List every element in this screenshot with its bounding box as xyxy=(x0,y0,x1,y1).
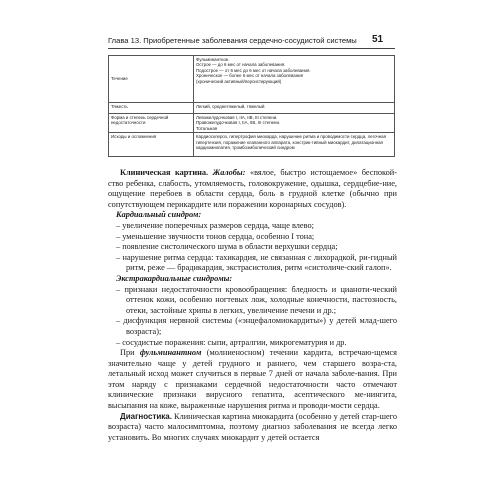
row-label: Течение xyxy=(109,56,194,103)
value-line: Фульминантное. xyxy=(196,57,230,62)
row-label: Форма и степень сердечной недостаточности xyxy=(109,114,194,133)
body-text xyxy=(108,168,397,443)
fulminant-paragraph xyxy=(108,348,397,412)
value-line: Подострое — от 6 мес до 6 мес от начала заболевания. xyxy=(196,67,311,73)
list-item: – дисфункция нервной системы («энцефаломиокардиты») у детей млад-шего возраста); xyxy=(116,316,397,336)
paragraph-lead: При xyxy=(120,348,140,358)
classification-table xyxy=(108,55,395,157)
cardiac-syndrome-heading xyxy=(108,210,397,221)
list-item: – признаки недостаточности кровообращения: бледность и цианоти-ческий оттенок кожи, особенно ногтевых лож, холодные конечности, пастозность, отеки, застойные хрипы в легких, увеличение печени и др.; xyxy=(116,284,397,315)
diagnostics-paragraph xyxy=(108,412,397,444)
row-value xyxy=(194,133,395,157)
value-line: Острое — до 6 мес от начала заболевания. xyxy=(196,62,286,68)
row-value xyxy=(194,56,395,103)
clinical-picture-paragraph xyxy=(108,168,397,210)
list-item: – увеличение поперечных размеров сердца, чаще влево; xyxy=(116,220,314,230)
emphasis-term: фульминантном xyxy=(139,348,202,358)
value-line: Левожелудочковая I, IIA, IIB, III степени. xyxy=(196,115,278,120)
subheading: Экстракардиальные синдромы: xyxy=(116,273,233,283)
value-line: Тотальная xyxy=(196,125,218,131)
chapter-title: Глава 13. Приобретенные заболевания сердечно-сосудистой системы xyxy=(108,36,357,45)
paragraph-text: (молниеносном) течении кардита, встречаю-щемся значительно чаще у детей грудного и раннего, чем старшего возра-ста, летальный исход может случиться в первые 7 дней от начала заболе-вания. При этом наряду с признаками сердечной недостаточности часто отмечают клинические признаки вирусного гепатита, асептического ме-нингита, высыпания на коже, выраженные нарушения ритма и проводи-мости сердца. xyxy=(108,348,397,411)
row-label: Тяжесть xyxy=(109,103,194,114)
list-item: – появление систолического шума в области верхушки сердца; xyxy=(116,242,338,252)
row-value xyxy=(194,103,395,114)
value-line: Кардиосклероз, гипертрофия миокарда, нарушение ритма и проводимости сердца, легочная гипертензия, поражение клапанного аппарата, констрик-тивный миокардит, дилатационная кардиомиопатия, тромбоэмболический синдром xyxy=(196,134,386,151)
value-line: Легкий, среднетяжелый, тяжелый xyxy=(196,104,265,109)
page-number: 51 xyxy=(372,34,384,45)
list-item: – нарушение ритма сердца: тахикардия, не связанная с лихорадкой, ри-гидный ритм, реже — брадикардия, экстрасистолия, ритм «систоличе-ский галоп». xyxy=(116,252,397,273)
list-item: – уменьшение звучности тонов сердца, особенно I тона; xyxy=(116,231,315,241)
row-value xyxy=(194,114,395,133)
list-item: – сосудистые поражения: сыпи, артралгии, микрогематурия и др. xyxy=(116,337,347,347)
running-header xyxy=(108,36,395,49)
subheading: Кардиальный синдром: xyxy=(116,210,202,220)
table-row xyxy=(109,103,395,114)
value-line: Хроническое — более 6 мес от начала заболевания xyxy=(196,73,303,79)
table-row xyxy=(109,114,395,133)
extracardiac-syndrome-heading xyxy=(108,274,397,285)
value-line: Правожелудочковая I, IIA, IIB, III степени. xyxy=(196,120,281,126)
section-heading: Диагностика. xyxy=(120,411,172,421)
row-label: Исходы и осложнения xyxy=(109,133,194,157)
table-row xyxy=(109,56,395,103)
value-line: (хронический активный/персистирующий) xyxy=(196,78,282,84)
table-row xyxy=(109,133,395,157)
section-heading: Клиническая картина. xyxy=(120,168,209,177)
paragraph-text: «вялое, быстро истощаемое» беспокой-ство ребенка, слабость, утомляемость, головокружение, одышка, сердцебие-ние, ощущение перебоев в области сердца, боль в грудной клетке (обычно при сопутствующем перикардите или поражении коронарных сосудов). xyxy=(108,168,397,209)
paragraph-text: Клиническая картина миокардита (особенно у детей стар-шего возраста) часто малосимптомна, поэтому диагноз заболевания не всегда легко установить. Во многих случаях миокардит у детей остается xyxy=(108,411,397,442)
complaints-label: Жалобы: xyxy=(212,168,246,177)
